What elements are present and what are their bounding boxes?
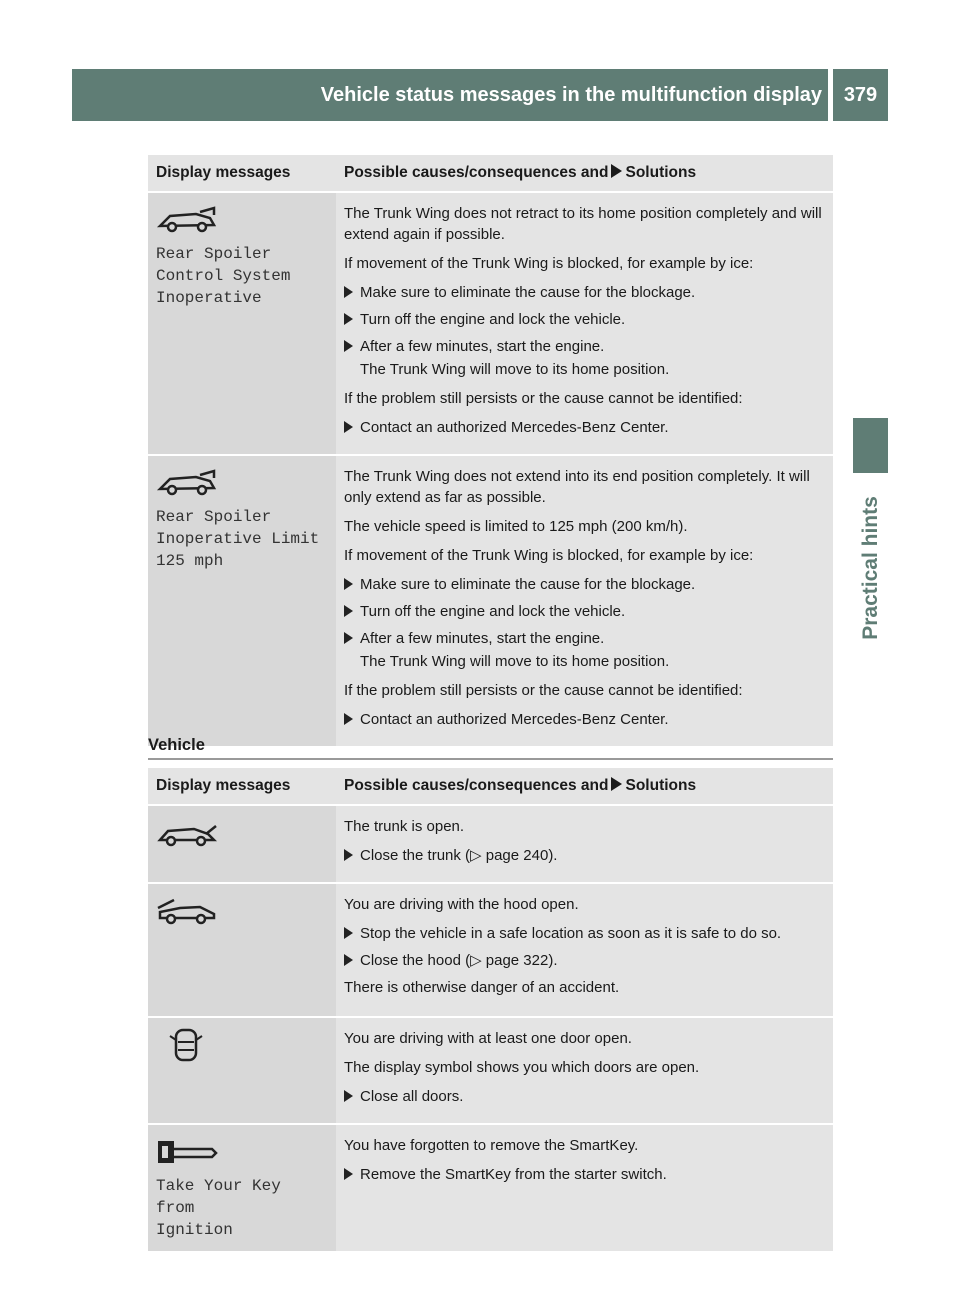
instruction-step: Close the hood (▷ page 322). — [344, 950, 825, 971]
side-tab-marker — [853, 418, 888, 473]
step-arrow-icon — [344, 632, 353, 644]
step-arrow-icon — [344, 578, 353, 590]
action-arrow-icon — [611, 777, 622, 791]
step-arrow-icon — [344, 286, 353, 298]
instruction-step: After a few minutes, start the engine. — [344, 336, 825, 357]
instruction-step: Contact an authorized Mercedes-Benz Center. — [344, 709, 825, 730]
rear-spoiler-icon — [156, 203, 218, 237]
rear-spoiler-icon — [156, 466, 218, 500]
table-row — [148, 884, 833, 1016]
display-cell — [148, 1018, 336, 1123]
table-row — [148, 806, 833, 882]
display-cell — [148, 193, 336, 454]
solution-cell: The Trunk Wing does not retract to its home position completely and will extend again if possible. If movement of the Trunk Wing is blocked, for example by ice: Make sure to eliminate the cause for the blockage. Turn off the engine and lock the vehicle. After a few minutes, start the engine. The Trunk Wing will move to its home position. If the problem still persists or the cause cannot be identified: Contact an authorized Mercedes-Benz Center. — [336, 193, 833, 454]
instruction-step: Make sure to eliminate the cause for the blockage. — [344, 282, 825, 303]
page-number: 379 — [843, 84, 878, 106]
column-header-solutions: Possible causes/consequences and Solutions — [336, 155, 833, 191]
step-arrow-icon — [344, 849, 353, 861]
display-cell — [148, 884, 336, 1016]
table-header-row — [148, 768, 833, 804]
display-cell — [148, 456, 336, 746]
display-message-text: Rear Spoiler Inoperative Limit 125 mph — [156, 508, 320, 570]
hood-open-icon — [156, 894, 218, 928]
step-arrow-icon — [344, 605, 353, 617]
spoiler-messages-table — [148, 153, 833, 748]
step-arrow-icon — [344, 954, 353, 966]
step-arrow-icon — [344, 313, 353, 325]
solution-cell: The Trunk Wing does not extend into its end position completely. It will only extend as far as possible. The vehicle speed is limited to 125 mph (200 km/h). If movement of the Trunk Wing is blocked, for example by ice: Make sure to eliminate the cause for the blockage. Turn off the engine and lock the vehicle. After a few minutes, start the engine. The Trunk Wing will move to its home position. If the problem still persists or the cause cannot be identified: Contact an authorized Mercedes-Benz Center. — [336, 456, 833, 746]
table-header-row — [148, 155, 833, 191]
table-row — [148, 1018, 833, 1123]
table-row — [148, 456, 833, 746]
instruction-step: Remove the SmartKey from the starter switch. — [344, 1164, 825, 1185]
step-arrow-icon — [344, 1090, 353, 1102]
page-header-title: Vehicle status messages in the multifunction display — [320, 84, 822, 106]
smartkey-icon — [156, 1135, 218, 1169]
table-row — [148, 1125, 833, 1251]
display-message-text: Rear Spoiler Control System Inoperative — [156, 245, 291, 307]
step-arrow-icon — [344, 1168, 353, 1180]
action-arrow-icon — [611, 164, 622, 178]
display-cell — [148, 806, 336, 882]
section-divider — [148, 758, 833, 760]
side-tab-label: Practical hints — [858, 496, 882, 640]
step-arrow-icon — [344, 421, 353, 433]
instruction-step: Stop the vehicle in a safe location as soon as it is safe to do so. — [344, 923, 825, 944]
step-arrow-icon — [344, 713, 353, 725]
solution-cell: The trunk is open. Close the trunk (▷ page 240). — [336, 806, 833, 882]
solution-cell: You have forgotten to remove the SmartKey. Remove the SmartKey from the starter switch. — [336, 1125, 833, 1251]
column-header-solutions: Possible causes/consequences and Solutions — [336, 768, 833, 804]
solution-cell: You are driving with the hood open. Stop the vehicle in a safe location as soon as it is safe to do so. Close the hood (▷ page 322). There is otherwise danger of an accident. — [336, 884, 833, 1016]
instruction-step: Turn off the engine and lock the vehicle. — [344, 309, 825, 330]
display-cell — [148, 1125, 336, 1251]
display-message-text: Take Your Key from Ignition — [156, 1177, 281, 1239]
step-arrow-icon — [344, 340, 353, 352]
door-open-icon — [156, 1028, 218, 1062]
instruction-step: Make sure to eliminate the cause for the blockage. — [344, 574, 825, 595]
instruction-step: Close all doors. — [344, 1086, 825, 1107]
instruction-step: Contact an authorized Mercedes-Benz Center. — [344, 417, 825, 438]
column-header-display: Display messages — [148, 155, 336, 191]
instruction-step: Close the trunk (▷ page 240). — [344, 845, 825, 866]
instruction-step: After a few minutes, start the engine. — [344, 628, 825, 649]
section-heading: Vehicle — [148, 736, 205, 754]
column-header-display: Display messages — [148, 768, 336, 804]
table-row — [148, 193, 833, 454]
trunk-open-icon — [156, 816, 218, 850]
solution-cell: You are driving with at least one door open. The display symbol shows you which doors are open. Close all doors. — [336, 1018, 833, 1123]
instruction-step: Turn off the engine and lock the vehicle. — [344, 601, 825, 622]
vehicle-messages-table — [148, 766, 833, 1253]
step-arrow-icon — [344, 927, 353, 939]
